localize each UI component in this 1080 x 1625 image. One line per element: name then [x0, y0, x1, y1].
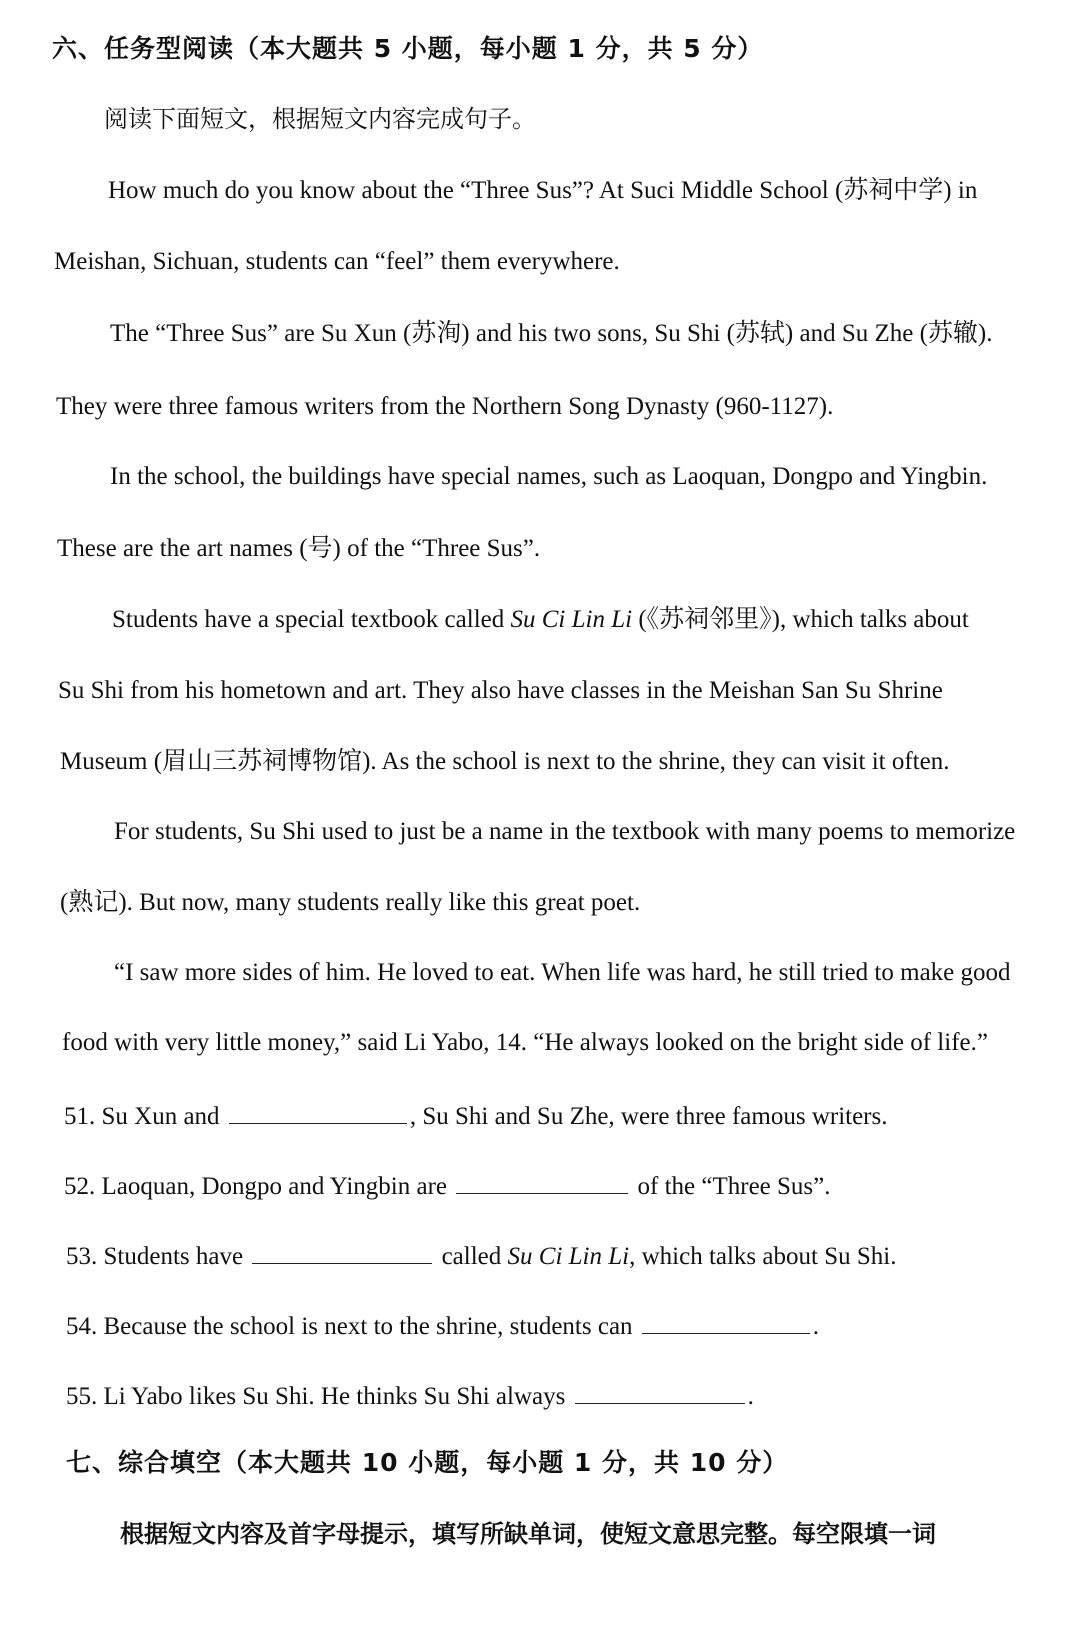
text: (《苏祠邻里》), which talks about [632, 606, 969, 633]
question-54 [66, 1307, 819, 1344]
answer-blank-55[interactable] [575, 1377, 745, 1404]
section-7-heading: 七、综合填空（本大题共 10 小题，每小题 1 分，共 10 分） [66, 1448, 789, 1477]
passage-line: They were three famous writers from the Northern Song Dynasty (960-1127). [56, 393, 834, 420]
passage-line: Su Shi from his hometown and art. They also have classes in the Meishan San Su Shrine [58, 677, 943, 704]
question-text: 52. Laoquan, Dongpo and Yingbin are [64, 1173, 448, 1200]
passage-line: The “Three Sus” are Su Xun (苏洵) and his two sons, Su Shi (苏轼) and Su Zhe (苏辙). [110, 320, 993, 347]
question-text: . [747, 1383, 754, 1410]
passage-line: (熟记). But now, many students really like this great poet. [60, 889, 641, 916]
text: Students have a special textbook called [112, 606, 511, 633]
passage-line: For students, Su Shi used to just be a name in the textbook with many poems to memorize [114, 818, 1016, 845]
passage-line: Museum (眉山三苏祠博物馆). As the school is next to the shrine, they can visit it often. [60, 748, 950, 775]
passage-line: In the school, the buildings have special names, such as Laoquan, Dongpo and Yingbin. [110, 463, 988, 490]
question-text: 53. Students have [66, 1243, 244, 1270]
question-text: 51. Su Xun and [64, 1103, 220, 1130]
question-text: , which talks about Su Shi. [629, 1243, 897, 1270]
question-text: of the “Three Sus”. [637, 1173, 831, 1200]
book-title: Su Ci Lin Li [510, 606, 633, 633]
question-52 [64, 1167, 831, 1204]
passage-line: How much do you know about the “Three Sus”? At Suci Middle School (苏祠中学) in [108, 177, 978, 204]
question-text: 54. Because the school is next to the shrine, students can [66, 1313, 633, 1340]
passage-line [112, 603, 969, 637]
question-text: called [441, 1243, 508, 1270]
section-6-instruction: 阅读下面短文，根据短文内容完成句子。 [104, 105, 536, 133]
question-text: 55. Li Yabo likes Su Shi. He thinks Su Shi always [66, 1383, 566, 1410]
question-55 [66, 1377, 754, 1414]
book-title: Su Ci Lin Li [507, 1243, 630, 1270]
passage-line: “I saw more sides of him. He loved to eat. When life was hard, he still tried to make good [114, 959, 1011, 986]
passage-line: food with very little money,” said Li Yabo, 14. “He always looked on the bright side of life.” [62, 1029, 988, 1056]
passage-line: Meishan, Sichuan, students can “feel” them everywhere. [54, 248, 620, 275]
question-53 [66, 1237, 896, 1274]
answer-blank-54[interactable] [642, 1307, 810, 1334]
answer-blank-53[interactable] [252, 1237, 432, 1264]
passage-line: These are the art names (号) of the “Three Sus”. [57, 535, 541, 562]
answer-blank-52[interactable] [456, 1167, 628, 1194]
answer-blank-51[interactable] [229, 1097, 407, 1124]
section-6-heading: 六、任务型阅读（本大题共 5 小题，每小题 1 分，共 5 分） [52, 34, 764, 63]
question-51 [64, 1097, 888, 1134]
question-text: . [812, 1313, 820, 1340]
section-7-instruction: 根据短文内容及首字母提示，填写所缺单词，使短文意思完整。每空限填一词 [120, 1520, 936, 1548]
question-text: , Su Shi and Su Zhe, were three famous writers. [409, 1103, 888, 1130]
